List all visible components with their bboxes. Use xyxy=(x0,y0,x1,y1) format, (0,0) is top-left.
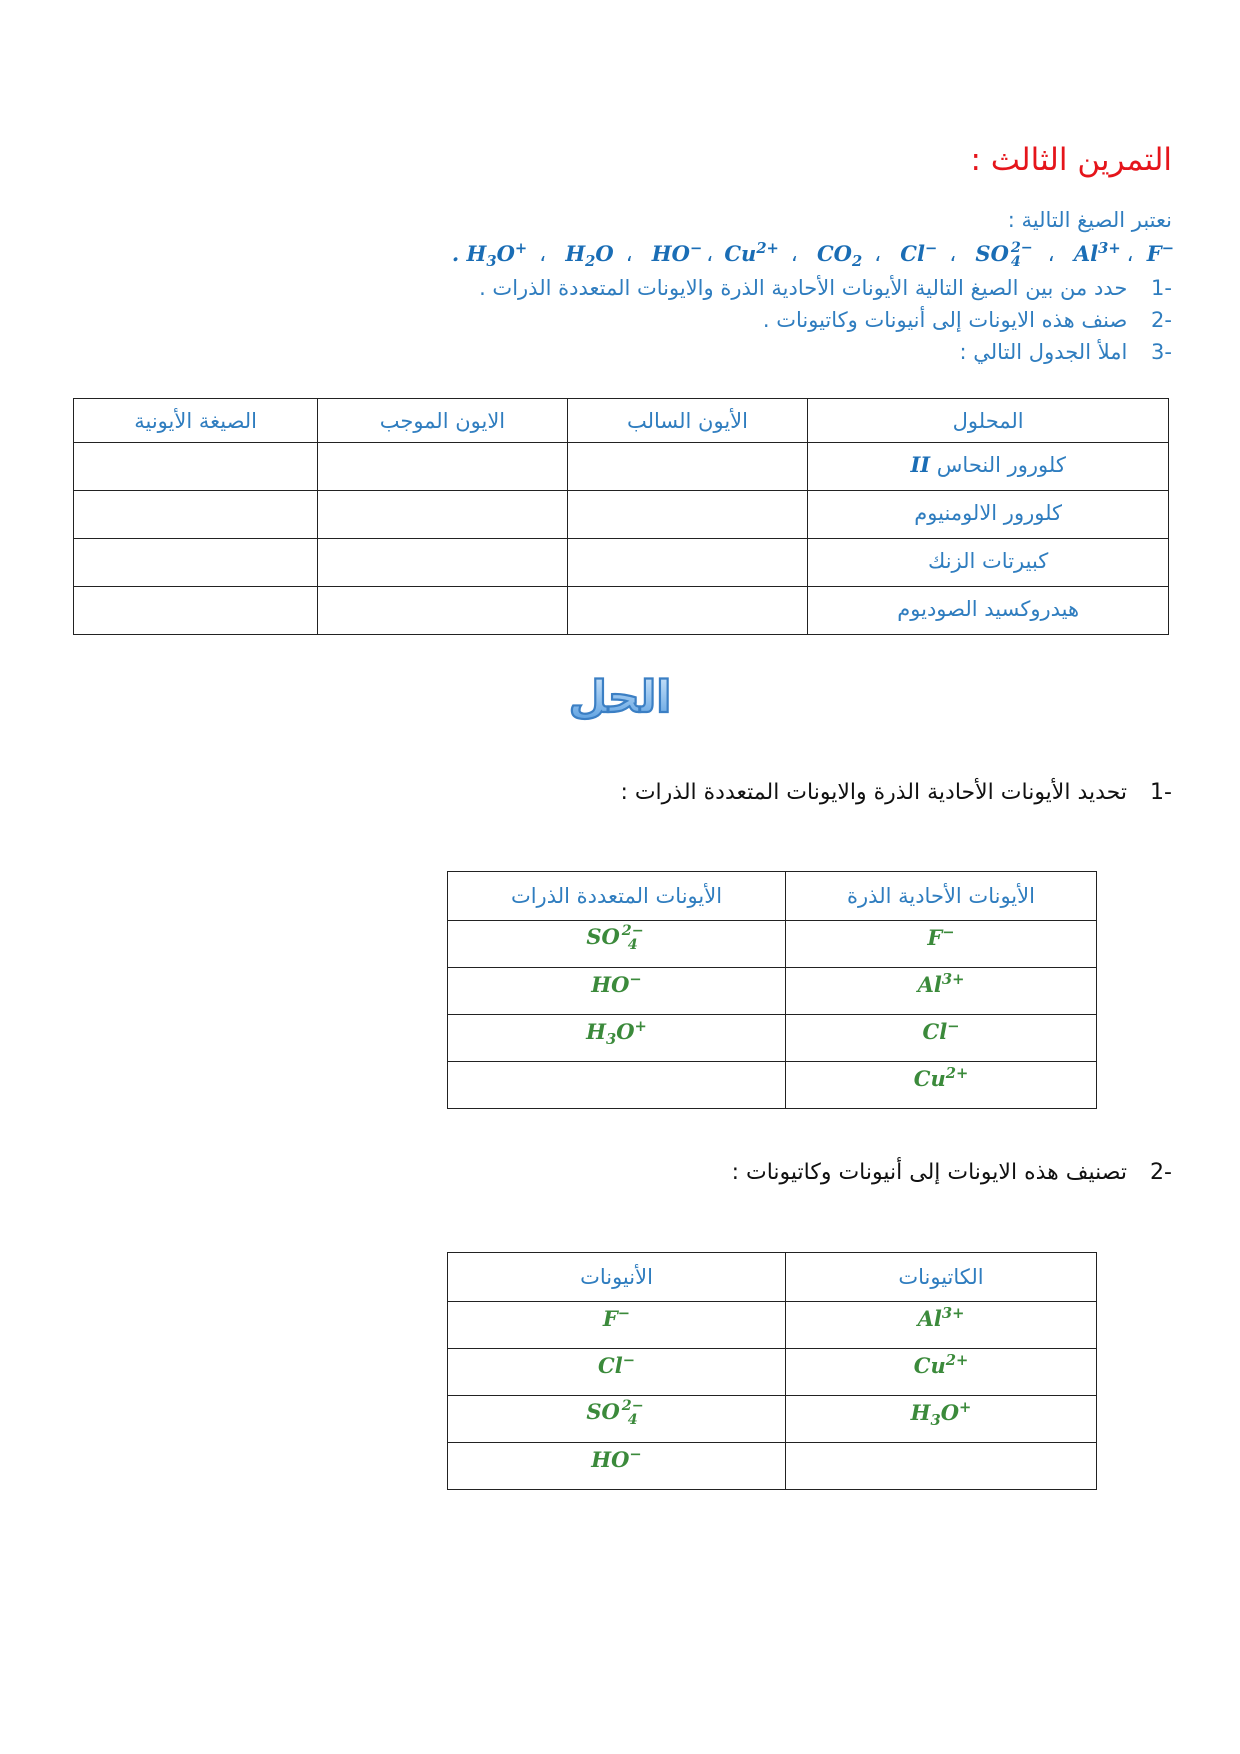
table-header-row xyxy=(448,1253,1097,1302)
polyatomic-ion: HO− xyxy=(448,968,786,1015)
formula-ho: HO− xyxy=(651,240,703,266)
polyatomic-ion: $H_3O^+$ xyxy=(448,1015,786,1062)
solution-heading-text: الحل xyxy=(568,672,672,723)
cation xyxy=(786,1443,1097,1490)
cation-cell[interactable] xyxy=(318,443,567,491)
question-3 xyxy=(960,340,1172,364)
cation: $Al^{3+}$ xyxy=(786,1302,1097,1349)
polyatomic-ion xyxy=(448,1062,786,1109)
question-text: حدد من بين الصيغ التالية الأيونات الأحادية الذرة والايونات المتعددة الذرات . xyxy=(479,276,1128,300)
ionic-formula-cell[interactable] xyxy=(74,539,318,587)
question-number: -2 xyxy=(1151,308,1172,332)
header-monoatomic: الأيونات الأحادية الذرة xyxy=(786,872,1097,921)
table-row xyxy=(448,1062,1097,1109)
question-text: املأ الجدول التالي : xyxy=(959,340,1128,364)
formula-cl: Cl− xyxy=(900,240,938,266)
anion-cell[interactable] xyxy=(567,491,808,539)
header-polyatomic: الأيونات المتعددة الذرات xyxy=(448,872,786,921)
exercise-intro: نعتبر الصيغ التالية : xyxy=(1007,208,1172,232)
roman-numeral: II xyxy=(910,452,931,477)
monoatomic-ion: $Cu^{2+}$ xyxy=(786,1062,1097,1109)
formula-al: $Al^{3+}$ xyxy=(1073,240,1121,266)
question-number: -1 xyxy=(1151,276,1172,300)
part-number: -2 xyxy=(1150,1160,1172,1185)
table-row xyxy=(74,443,1169,491)
part-text: تصنيف هذه الايونات إلى أنيونات وكاتيونات : xyxy=(731,1160,1127,1185)
solution-heading xyxy=(0,662,1240,736)
table-row xyxy=(74,587,1169,635)
monoatomic-ion: $Al^{3+}$ xyxy=(786,968,1097,1015)
cation: $Cu^{2+}$ xyxy=(786,1349,1097,1396)
table-row xyxy=(448,1396,1097,1443)
header-ionic-formula: الصيغة الأيونية xyxy=(74,399,318,443)
header-anions: الأنيونات xyxy=(448,1253,786,1302)
polyatomic-ion: SO 2− 4 xyxy=(448,921,786,968)
formula-h2o: $H_2O$ xyxy=(565,241,614,271)
cation-cell[interactable] xyxy=(318,491,567,539)
solution-name: هيدروكسيد الصوديوم xyxy=(808,587,1169,635)
anion: F− xyxy=(448,1302,786,1349)
ionic-formula-cell[interactable] xyxy=(74,587,318,635)
formula-co2: $CO_2$ xyxy=(816,241,863,271)
formula-so4: SO 2− 4 xyxy=(975,239,1033,270)
formula-cu: $Cu^{2+}$ xyxy=(724,240,779,266)
monoatomic-ion: F− xyxy=(786,921,1097,968)
solutions-table xyxy=(73,398,1169,635)
header-anion: الأيون السالب xyxy=(567,399,808,443)
part-number: -1 xyxy=(1150,780,1172,805)
solution-part-1 xyxy=(620,780,1172,805)
anion-cell[interactable] xyxy=(567,443,808,491)
table-row xyxy=(448,1349,1097,1396)
anion: HO− xyxy=(448,1443,786,1490)
table-row xyxy=(448,921,1097,968)
table-row xyxy=(74,539,1169,587)
part-text: تحديد الأيونات الأحادية الذرة والايونات المتعددة الذرات : xyxy=(620,780,1127,805)
table-row xyxy=(448,968,1097,1015)
header-cation: الايون الموجب xyxy=(318,399,567,443)
exercise-title: التمرين الثالث : xyxy=(970,142,1172,178)
table-row xyxy=(74,491,1169,539)
question-text: صنف هذه الايونات إلى أنيونات وكاتيونات . xyxy=(762,308,1128,332)
anion-cell[interactable] xyxy=(567,587,808,635)
formula-list: . $H_3O^+$ ، $H_2O$ ، HO− ، $Cu^{2+}$ ، $CO_2$ ، Cl− ، SO 2− 4 ، $Al^{3+}$ ، F− xyxy=(451,239,1174,271)
question-2 xyxy=(763,308,1172,332)
ion-charge-table xyxy=(447,1252,1097,1490)
cation-cell[interactable] xyxy=(318,587,567,635)
solution-name: كبيرتات الزنك xyxy=(808,539,1169,587)
header-solution: المحلول xyxy=(808,399,1169,443)
ionic-formula-cell[interactable] xyxy=(74,491,318,539)
monoatomic-ion: Cl− xyxy=(786,1015,1097,1062)
anion-cell[interactable] xyxy=(567,539,808,587)
table-row xyxy=(448,1302,1097,1349)
question-number: -3 xyxy=(1151,340,1172,364)
formula-f: F− xyxy=(1146,240,1174,266)
solution-part-2 xyxy=(732,1160,1172,1185)
cation-cell[interactable] xyxy=(318,539,567,587)
anion: Cl− xyxy=(448,1349,786,1396)
table-row xyxy=(448,1015,1097,1062)
cation: $H_3O^+$ xyxy=(786,1396,1097,1443)
ionic-formula-cell[interactable] xyxy=(74,443,318,491)
anion: SO 2− 4 xyxy=(448,1396,786,1443)
ion-atomicity-table xyxy=(447,871,1097,1109)
solution-name: كلورور النحاس II xyxy=(808,443,1169,491)
table-header-row xyxy=(448,872,1097,921)
table-header-row xyxy=(74,399,1169,443)
table-row xyxy=(448,1443,1097,1490)
solution-name: كلورور الالومنيوم xyxy=(808,491,1169,539)
question-1 xyxy=(479,276,1172,300)
formula-h3o: $H_3O^+$ xyxy=(466,240,528,271)
header-cations: الكاتيونات xyxy=(786,1253,1097,1302)
solution-heading-wordart xyxy=(540,662,700,732)
